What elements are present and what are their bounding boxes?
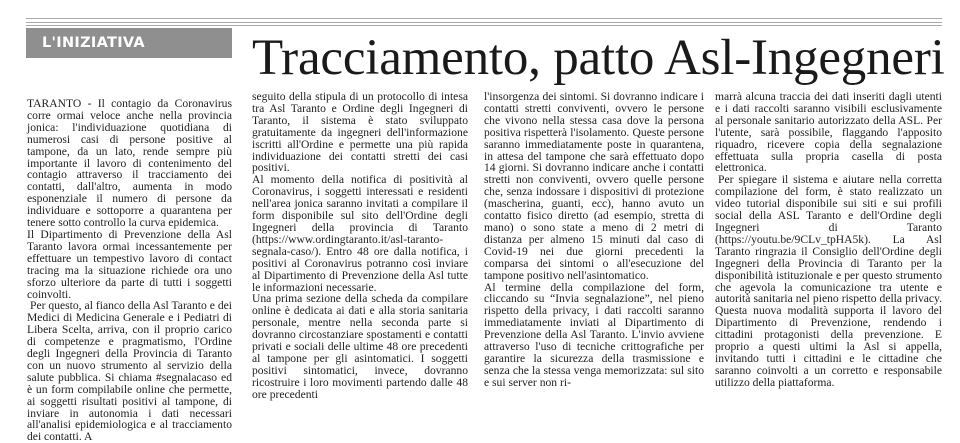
article-headline: Tracciamento, patto Asl-Ingegneri — [252, 30, 945, 86]
article-column-4 — [715, 91, 942, 389]
rule-line — [26, 18, 942, 19]
paragraph: TARANTO - Il contagio da Coronavirus corre ormai veloce anche nella provincia jonica: l'individuazione quotidiana di numerosi casi di persone positive al tampone, da un lato, rende sempre più importante il lavoro di contenimento del contagio attraverso il tracciamento dei contatti, dall'altro, aumenta in modo esponenziale il numero di persone da individuare e sottoporre a quarantena per tenere sotto controllo la curva epidemica. — [27, 97, 232, 230]
paragraph: Una prima sezione della scheda da compilare online è dedicata ai dati e alla storia sanitaria personale, mentre nella seconda parte si dovranno circostanziare spostamenti e contatti privati e sociali delle ultime 48 ore precedenti al tampone per gli asintomatici. I soggetti positivi sintomatici, invece, dovranno ricostruire i loro movimenti partendo dalle 48 ore precedenti — [252, 292, 468, 401]
article-column-1 — [27, 98, 232, 443]
section-kicker: L'INIZIATIVA — [26, 28, 232, 58]
paragraph: seguito della stipula di un protocollo di intesa tra Asl Taranto e Ordine degli Ingegneri di Taranto, il sistema è stato sviluppato gratuitamente da ingegneri dell'informazione iscritti all'Ordine e permette una più rapida individuazione dei contatti stretti dei casi positivi. — [252, 90, 468, 175]
article-column-2 — [252, 91, 468, 401]
paragraph: Per spiegare il sistema e aiutare nella corretta compilazione del form, è stato realizzato un video tutorial disponibile sui siti e sui profili social della ASL Taranto e dell'Ordine degli Ingegneri di Taranto (https://youtu.be/9CLv_tpHA5k). La Asl Taranto ringrazia il Consiglio dell'Ordine degli Ingegneri della Provincia di Taranto per la disponibilità istituzionale e per questo strumento che agevola la comunicazione tra utente e autorità sanitaria nel pieno rispetto della privacy. Questa nuova modalità supporta il lavoro del Dipartimento di Prevenzione, rendendo i cittadini protagonisti della prevenzione. E proprio a questi ultimi la Asl si appella, invitando tutti i cittadini e le cittadine che saranno coinvolti a un corretto e responsabile utilizzo della piattaforma. — [715, 173, 942, 389]
paragraph: Il Dipartimento di Prevenzione della Asl Taranto lavora ormai incessantemente per effettuare un tempestivo lavoro di contact tracing ma la situazione richiede ora uno sforzo ulteriore da parte di tutti i soggetti coinvolti. — [27, 227, 232, 301]
rule-line — [26, 22, 942, 23]
paragraph: l'insorgenza dei sintomi. Si dovranno indicare i contatti stretti conviventi, ovvero le persone che vivono nella stessa casa dove la persona positiva rispetterà l'isolamento. Queste persone saranno immediatamente poste in quarantena, in attesa del tampone che sarà effettuato dopo 14 giorni. Si dovranno indicare anche i contatti stretti non conviventi, ovvero quelle persone che, senza indossare i dispositivi di protezione (mascherina, guanti, ecc), hanno avuto un contatto fisico diretto (ad esempio, stretta di mano) o sono state a meno di 2 metri di distanza per almeno 15 minuti dal caso di Covid-19 nei due giorni precedenti la comparsa dei sintomi o all'esecuzione del tampone positivo nell'asintomatico. — [484, 90, 704, 282]
rule-line — [26, 25, 942, 26]
header-rules — [26, 18, 942, 28]
article-column-3 — [484, 91, 704, 389]
paragraph: Per questo, al fianco della Asl Taranto e dei Medici di Medicina Generale e i Pediatri di Libera Scelta, arriva, con il proprio carico di competenze e pragmatismo, l'Ordine degli Ingegneri della Provincia di Taranto con un nuovo strumento al servizio della salute pubblica. Si chiama #segnalacaso ed è un form compilabile online che permette, ai soggetti risultati positivi al tampone, di inviare in autonomia i dati necessari all'analisi epidemiologica e al tracciamento dei contatti. A — [27, 299, 232, 443]
paragraph: Al momento della notifica di positività al Coronavirus, i soggetti interessati e residenti nell'area jonica saranno invitati a compilare il form disponibile sul sito dell'Ordine degli Ingegneri della provincia di Taranto (https://www.ordingtaranto.it/asl-taranto-segnala-caso/). Entro 48 ore dalla notifica, i positivi al Coronavirus potranno così inviare al Dipartimento di Prevenzione della Asl tutte le informazioni necessarie. — [252, 173, 468, 294]
paragraph: marrà alcuna traccia dei dati inseriti dagli utenti e i dati raccolti saranno visibili esclusivamente al personale sanitario autorizzato della ASL. Per l'utente, sarà possibile, flaggando l'apposito riquadro, ricevere copia della segnalazione effettuata sulla propria casella di posta elettronica. — [715, 90, 942, 175]
paragraph: Al termine della compilazione del form, cliccando su “Invia segnalazione”, nel pieno rispetto della privacy, i dati raccolti saranno immediatamente inviati al Dipartimento di Prevenzione della Asl Taranto. L'invio avviene attraverso l'uso di tecniche crittografiche per garantire la sicurezza della trasmissione e senza che la stessa venga memorizzata: sul sito e sui server non ri- — [484, 280, 704, 389]
